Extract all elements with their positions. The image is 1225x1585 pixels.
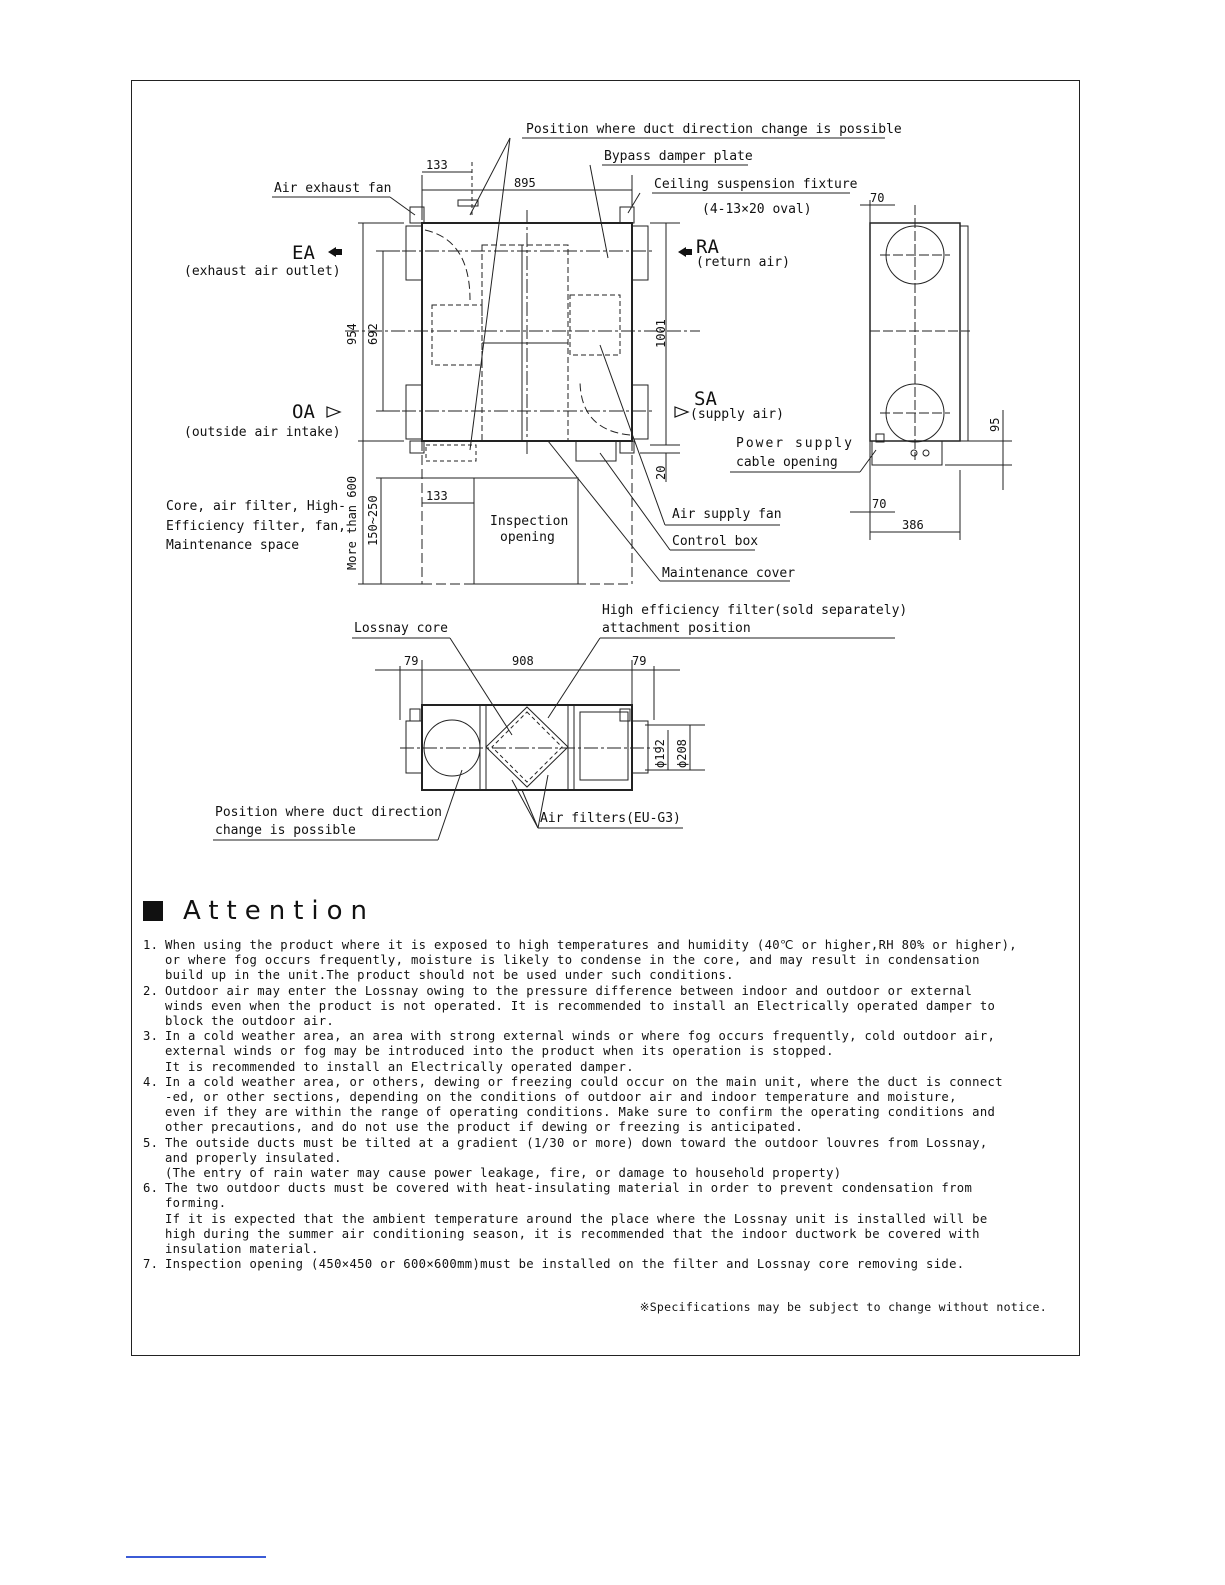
attention-note xyxy=(143,1136,1073,1182)
bottom-view-unit xyxy=(375,660,705,790)
label-inspection-1: Inspection xyxy=(490,514,569,529)
note-line: and properly insulated. xyxy=(165,1150,342,1165)
note-line: insulation material. xyxy=(165,1242,319,1257)
note-line: When using the product where it is exposed to high temperatures and humidity (40℃ or higher,RH 80% or higher), xyxy=(165,938,1017,952)
dim-79-left: 79 xyxy=(404,654,419,668)
label-oa: OA xyxy=(292,401,315,423)
label-maint-3: Maintenance space xyxy=(166,538,300,553)
note-line: or where fog occurs frequently, moisture is likely to condense in the core, and may result in condensation xyxy=(165,953,980,968)
note-number: 6. xyxy=(143,1181,159,1196)
label-air-filters: Air filters(EU-G3) xyxy=(540,811,681,826)
spec-note: ※Specifications may be subject to change without notice. xyxy=(639,1300,1047,1314)
attention-note xyxy=(143,1029,1073,1075)
label-control-box: Control box xyxy=(672,534,759,549)
note-line: If it is expected that the ambient temperature around the place where the Lossnay unit is installed will be xyxy=(165,1211,988,1226)
note-line: The outside ducts must be tilted at a gradient (1/30 or more) down toward the outdoor louvres from Lossnay, xyxy=(165,1135,988,1150)
footer-link[interactable] xyxy=(126,1556,266,1558)
label-ceiling-fixture: Ceiling suspension fixture xyxy=(654,177,858,192)
label-lossnay-core: Lossnay core xyxy=(354,621,448,636)
label-bypass-damper: Bypass damper plate xyxy=(604,149,753,164)
note-body xyxy=(165,1136,988,1182)
label-hef-1: High efficiency filter(sold separately) xyxy=(602,603,908,618)
dim-95: 95 xyxy=(988,417,1002,432)
label-sa: SA xyxy=(694,388,717,410)
attention-note xyxy=(143,938,1073,984)
note-line: -ed, or other sections, depending on the conditions of outdoor air and indoor temperature and moisture, xyxy=(165,1090,957,1105)
dim-150-250: 150~250 xyxy=(366,495,380,546)
note-line: It is recommended to install an Electrically operated damper. xyxy=(165,1059,634,1074)
note-line: Outdoor air may enter the Lossnay owing to the pressure difference between indoor and outdoor or external xyxy=(165,983,973,998)
note-number: 1. xyxy=(143,938,159,952)
dim-20: 20 xyxy=(654,465,668,480)
maintenance-space xyxy=(422,441,632,584)
note-body xyxy=(165,1181,988,1257)
side-view-unit xyxy=(850,200,1012,540)
attention-section xyxy=(143,896,1073,1272)
dim-phi208: ϕ208 xyxy=(675,739,689,768)
label-ra: RA xyxy=(696,236,719,258)
dim-954: 954 xyxy=(345,323,359,345)
note-line: (The entry of rain water may cause power leakage, fire, or damage to household property) xyxy=(165,1166,842,1181)
note-number: 5. xyxy=(143,1135,159,1150)
label-maint-1: Core, air filter, High- xyxy=(166,499,347,514)
label-duct-position-top: Position where duct direction change is possible xyxy=(526,122,902,137)
dim-1001: 1001 xyxy=(654,319,668,348)
dim-79-right: 79 xyxy=(632,654,647,668)
dim-692: 692 xyxy=(366,323,380,345)
note-body xyxy=(165,938,1017,984)
label-air-supply-fan: Air supply fan xyxy=(672,507,782,522)
dim-70-bottom: 70 xyxy=(872,497,887,511)
label-air-exhaust-fan: Air exhaust fan xyxy=(274,181,392,196)
attention-title: Attention xyxy=(183,896,375,926)
label-maint-2: Efficiency filter, fan, xyxy=(166,519,347,534)
note-line: In a cold weather area, an area with strong external winds or where fog occurs frequently, cold outdoor air, xyxy=(165,1029,996,1044)
label-maintenance-cover: Maintenance cover xyxy=(662,566,796,581)
attention-note xyxy=(143,1075,1073,1136)
note-body xyxy=(165,1029,995,1075)
dim-895: 895 xyxy=(514,176,536,190)
label-oa-sub: (outside air intake) xyxy=(184,425,341,440)
dim-386: 386 xyxy=(902,518,924,532)
note-line: build up in the unit.The product should not be used under such conditions. xyxy=(165,968,734,983)
label-ea-sub: (exhaust air outlet) xyxy=(184,264,341,279)
note-body xyxy=(165,984,995,1030)
dim-70-top: 70 xyxy=(870,191,885,205)
label-power-supply: Power supply xyxy=(736,436,854,451)
attention-note xyxy=(143,1181,1073,1257)
dim-133-bottom: 133 xyxy=(426,489,448,503)
note-line: Inspection opening (450×450 or 600×600mm)must be installed on the filter and Lossnay core removing side. xyxy=(165,1257,965,1272)
note-line: other precautions, and do not use the product if dewing or freezing is anticipated. xyxy=(165,1120,804,1135)
label-ea: EA xyxy=(292,242,315,264)
label-inspection-2: opening xyxy=(500,530,555,545)
label-duct-position-bottom-1: Position where duct direction xyxy=(215,805,442,820)
note-body xyxy=(165,1075,1003,1136)
dim-more-than-600: More than 600 xyxy=(345,476,359,570)
dim-phi192: ϕ192 xyxy=(653,739,667,768)
attention-note xyxy=(143,984,1073,1030)
attention-note xyxy=(143,1257,1073,1272)
note-line: external winds or fog may be introduced into the product when its operation is stopped. xyxy=(165,1044,834,1059)
attention-header xyxy=(143,896,1073,926)
dim-908: 908 xyxy=(512,654,534,668)
attention-notes-list xyxy=(143,938,1073,1272)
label-sa-sub: (supply air) xyxy=(690,407,784,422)
note-number: 4. xyxy=(143,1074,159,1089)
note-number: 3. xyxy=(143,1029,159,1044)
square-bullet-icon xyxy=(143,901,163,921)
note-line: winds even when the product is not operated. It is recommended to install an Electrically operated damper to xyxy=(165,998,996,1013)
note-line: even if they are within the range of operating conditions. Make sure to confirm the operating conditions and xyxy=(165,1105,996,1120)
note-number: 2. xyxy=(143,983,159,998)
top-view-unit xyxy=(345,200,700,461)
note-body xyxy=(165,1257,965,1272)
label-ceiling-fixture-size: (4-13×20 oval) xyxy=(702,202,812,217)
note-line: forming. xyxy=(165,1196,227,1211)
dim-133-top: 133 xyxy=(426,158,448,172)
note-number: 7. xyxy=(143,1257,159,1272)
note-line: block the outdoor air. xyxy=(165,1014,335,1029)
label-ra-sub: (return air) xyxy=(696,255,790,270)
note-line: In a cold weather area, or others, dewing or freezing could occur on the main unit, where the duct is connect xyxy=(165,1074,1003,1089)
label-duct-position-bottom-2: change is possible xyxy=(215,823,356,838)
note-line: The two outdoor ducts must be covered with heat-insulating material in order to prevent condensation from xyxy=(165,1181,973,1196)
label-cable-opening: cable opening xyxy=(736,455,838,470)
label-hef-2: attachment position xyxy=(602,621,751,636)
note-line: high during the summer air conditioning season, it is recommended that the indoor ductwork be covered with xyxy=(165,1226,980,1241)
